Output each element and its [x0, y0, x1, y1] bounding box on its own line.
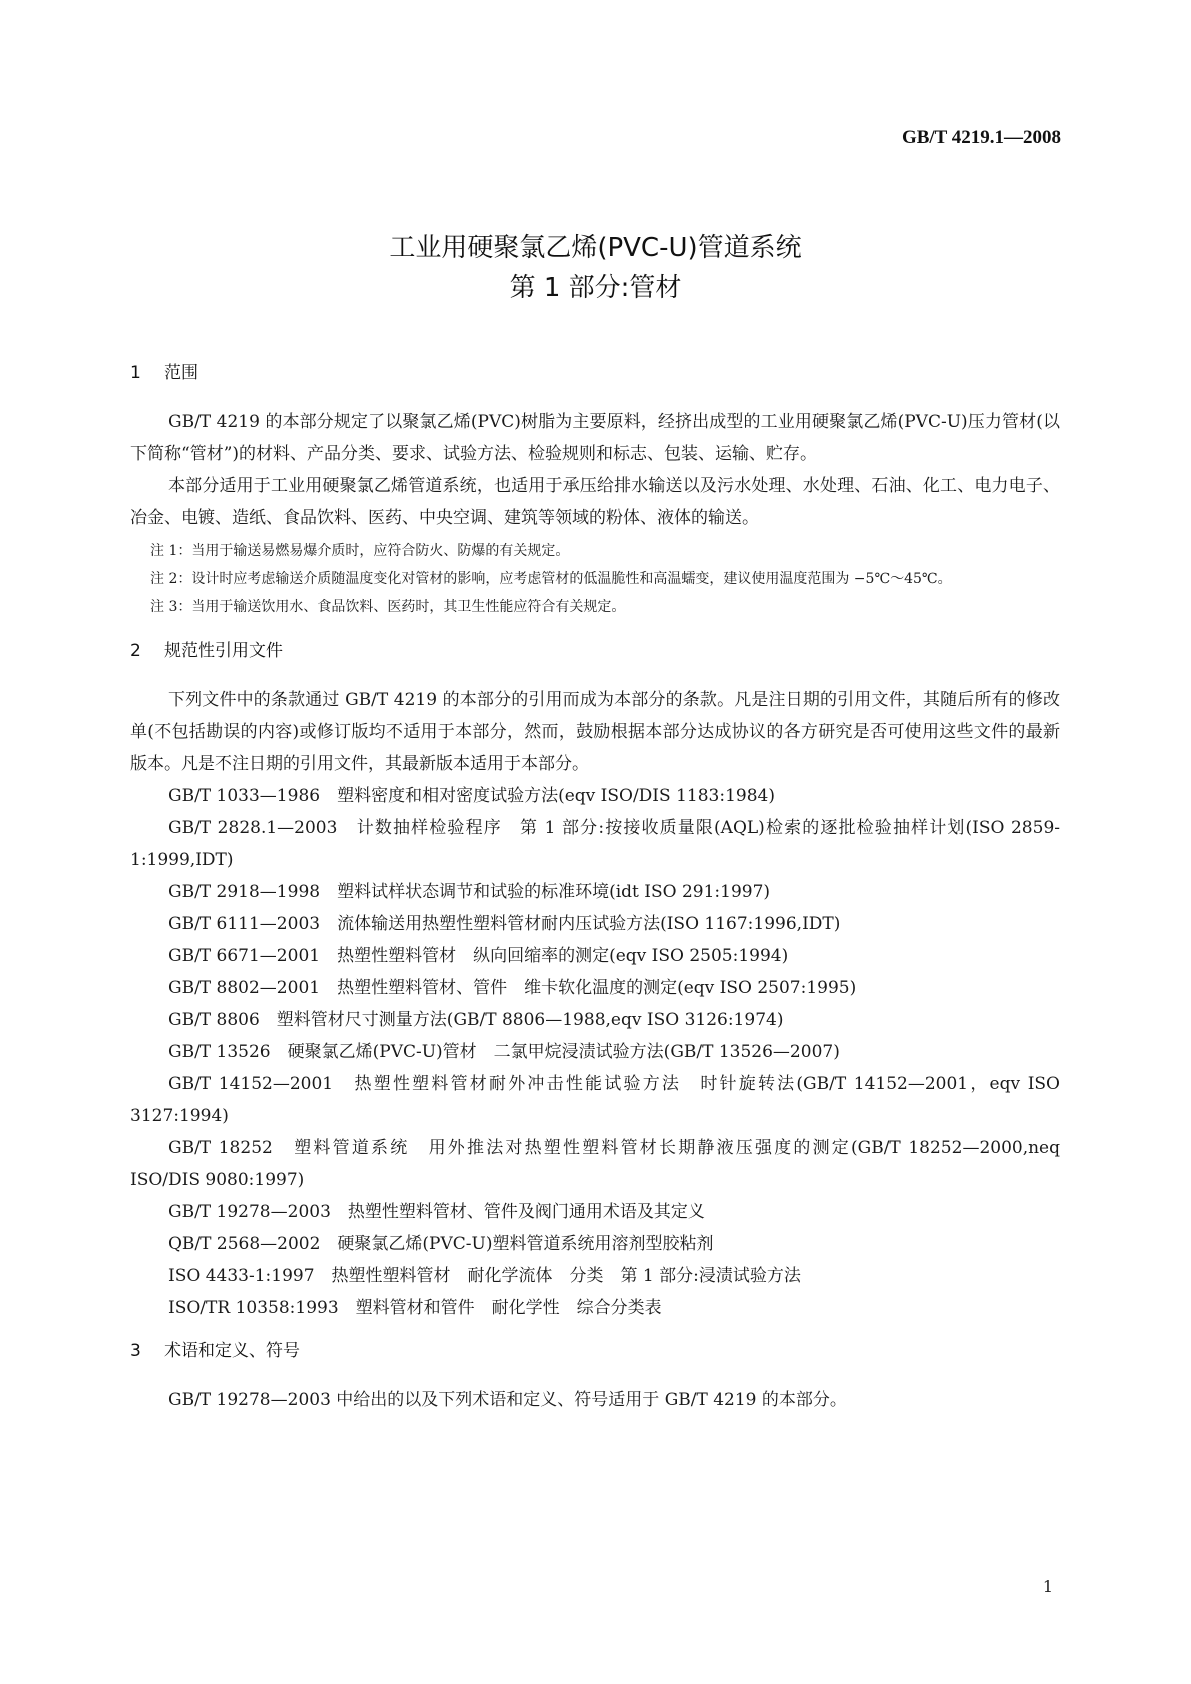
reference-item: GB/T 8802—2001 热塑性塑料管材、管件 维卡软化温度的测定(eqv ISO 2507:1995)	[168, 978, 857, 998]
section-2-intro: 下列文件中的条款通过 GB/T 4219 的本部分的引用而成为本部分的条款。凡是注日期的引用文件，其随后所有的修改单(不包括勘误的内容)或修订版均不适用于本部分，然而，鼓励根据本部分达成协议的各方研究是否可使用这些文件的最新版本。凡是不注日期的引用文件，其最新版本适用于本部分。	[130, 690, 1060, 774]
document-body	[130, 360, 1060, 1416]
reference-item: GB/T 6671—2001 热塑性塑料管材 纵向回缩率的测定(eqv ISO 2505:1994)	[168, 946, 789, 966]
section-2-number: 2	[130, 641, 141, 661]
section-3-paragraph-1: GB/T 19278—2003 中给出的以及下列术语和定义、符号适用于 GB/T 4219 的本部分。	[168, 1390, 847, 1410]
note-1: 注 1：当用于输送易燃易爆介质时，应符合防火、防爆的有关规定。	[150, 543, 570, 559]
section-3-title: 术语和定义、符号	[164, 1341, 300, 1361]
reference-item: GB/T 14152—2001 热塑性塑料管材耐外冲击性能试验方法 时针旋转法(GB/T 14152—2001，eqv ISO 3127:1994)	[130, 1074, 1060, 1126]
section-1-title: 范围	[164, 363, 198, 383]
reference-item: GB/T 2828.1—2003 计数抽样检验程序 第 1 部分:按接收质量限(AQL)检索的逐批检验抽样计划(ISO 2859-1:1999,IDT)	[130, 818, 1060, 870]
reference-item: GB/T 18252 塑料管道系统 用外推法对热塑性塑料管材长期静液压强度的测定(GB/T 18252—2000,neq ISO/DIS 9080:1997)	[130, 1138, 1060, 1190]
note-2: 注 2：设计时应考虑输送介质随温度变化对管材的影响，应考虑管材的低温脆性和高温蠕变，建议使用温度范围为 −5℃～45℃。	[150, 571, 952, 587]
reference-item: GB/T 1033—1986 塑料密度和相对密度试验方法(eqv ISO/DIS 1183:1984)	[168, 786, 775, 806]
section-3-heading	[130, 1338, 1060, 1364]
reference-item: GB/T 2918—1998 塑料试样状态调节和试验的标准环境(idt ISO 291:1997)	[168, 882, 771, 902]
page-number: 1	[1042, 1577, 1053, 1596]
reference-item: GB/T 13526 硬聚氯乙烯(PVC-U)管材 二氯甲烷浸渍试验方法(GB/T 13526—2007)	[168, 1042, 840, 1062]
section-2-heading	[130, 638, 1060, 664]
note-3: 注 3：当用于输送饮用水、食品饮料、医药时，其卫生性能应符合有关规定。	[150, 599, 626, 615]
reference-item: ISO 4433-1:1997 热塑性塑料管材 耐化学流体 分类 第 1 部分:浸渍试验方法	[168, 1266, 801, 1286]
section-2-title: 规范性引用文件	[164, 641, 283, 661]
section-1-heading	[130, 360, 1060, 386]
section-1-number: 1	[130, 363, 141, 383]
reference-item: QB/T 2568—2002 硬聚氯乙烯(PVC-U)塑料管道系统用溶剂型胶粘剂	[168, 1234, 714, 1254]
standard-code: GB/T 4219.1—2008	[901, 127, 1061, 148]
reference-item: GB/T 8806 塑料管材尺寸测量方法(GB/T 8806—1988,eqv ISO 3126:1974)	[168, 1010, 784, 1030]
reference-item: GB/T 19278—2003 热塑性塑料管材、管件及阀门通用术语及其定义	[168, 1202, 705, 1222]
title-line-2: 第 1 部分:管材	[509, 273, 682, 303]
reference-item: GB/T 6111—2003 流体输送用热塑性塑料管材耐内压试验方法(ISO 1167:1996,IDT)	[168, 914, 841, 934]
section-3-number: 3	[130, 1341, 141, 1361]
title-line-1: 工业用硬聚氯乙烯(PVC-U)管道系统	[389, 233, 802, 263]
document-title	[0, 228, 1191, 308]
section-1-paragraph-1: GB/T 4219 的本部分规定了以聚氯乙烯(PVC)树脂为主要原料，经挤出成型的工业用硬聚氯乙烯(PVC-U)压力管材(以下简称“管材”)的材料、产品分类、要求、试验方法、检验规则和标志、包装、运输、贮存。	[130, 412, 1060, 464]
section-1-paragraph-2: 本部分适用于工业用硬聚氯乙烯管道系统，也适用于承压给排水输送以及污水处理、水处理、石油、化工、电力电子、冶金、电镀、造纸、食品饮料、医药、中央空调、建筑等领域的粉体、液体的输送。	[130, 476, 1060, 528]
reference-item: ISO/TR 10358:1993 塑料管材和管件 耐化学性 综合分类表	[168, 1298, 662, 1318]
